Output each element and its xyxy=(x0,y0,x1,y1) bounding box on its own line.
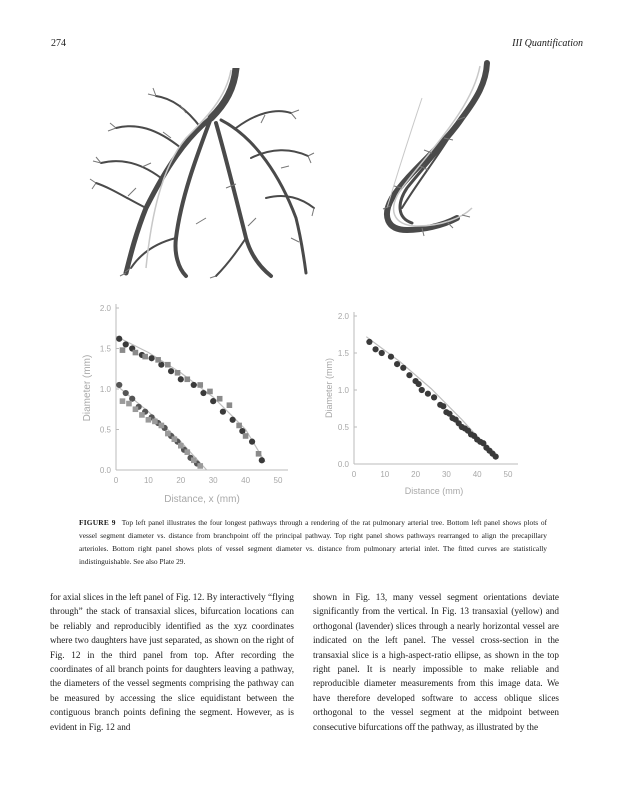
x-tick-label: 30 xyxy=(441,470,451,479)
data-point xyxy=(372,346,378,352)
y-axis-label: Diameter (mm) xyxy=(82,354,93,422)
figure-label: FIGURE 9 xyxy=(79,518,116,527)
figure-caption-text: Top left panel illustrates the four longest pathways through a rendering of the rat pulmonary arterial tree. Bottom left panel shows plots of vessel segment diameter vs. distance from branchpoint off the principal pathway. Top right panel shows pathways rearranged to align the precapillary arterioles. Bottom right panel shows plots of vessel segment diameter vs. distance from pulmonary arterial inlet. The fitted curves are statistically indistinguishable. See also Plate 29. xyxy=(79,518,547,566)
plot-area xyxy=(338,312,518,479)
data-point xyxy=(159,423,165,429)
data-point xyxy=(191,382,197,388)
y-tick-label: 1.5 xyxy=(337,349,349,358)
data-point xyxy=(220,409,226,415)
x-tick-label: 40 xyxy=(472,470,482,479)
data-point xyxy=(175,370,181,376)
data-point xyxy=(416,381,422,387)
data-point xyxy=(123,341,129,347)
data-point xyxy=(172,436,178,442)
data-point xyxy=(400,365,406,371)
data-point xyxy=(243,433,249,439)
data-point xyxy=(142,354,148,360)
data-point xyxy=(126,401,132,407)
data-point xyxy=(388,354,394,360)
data-point xyxy=(236,423,242,429)
y-tick-label: 2.0 xyxy=(99,304,111,313)
data-point xyxy=(406,372,412,378)
y-tick-label: 0.5 xyxy=(337,423,349,432)
data-point xyxy=(178,443,184,449)
arterial-tree-rendering xyxy=(86,68,316,280)
data-point xyxy=(394,361,400,367)
y-tick-label: 0.0 xyxy=(99,466,111,475)
y-tick-label: 0.0 xyxy=(337,460,349,469)
body-column-right: shown in Fig. 13, many vessel segment orientations deviate significantly from the vertical. In Fig. 13 transaxial (yellow) and orthogonal (lavender) slices through a nearly horizontal vessel are indicated on the left panel. The vessel cross-section in the transaxial slice is a high-aspect-ratio ellipse, as shown in the top right panel. It is nearly impossible to make reliable and reproducible diameter measurements from this image data. We have therefore developed software to access oblique slices orthogonal to the vessel segment at the midpoint between consecutive bifurcations off the pathway, as illustrated by the xyxy=(313,592,559,732)
chart-bottom-right xyxy=(322,308,522,500)
data-point xyxy=(149,355,155,361)
data-point xyxy=(256,451,262,457)
page-number: 274 xyxy=(51,38,66,49)
x-tick-label: 30 xyxy=(208,476,218,485)
x-tick-label: 40 xyxy=(241,476,251,485)
running-head: III Quantification xyxy=(512,38,583,49)
data-point xyxy=(197,382,203,388)
data-point xyxy=(165,431,171,437)
x-tick-label: 50 xyxy=(273,476,283,485)
data-point xyxy=(200,390,206,396)
y-tick-label: 0.5 xyxy=(99,425,111,435)
data-point xyxy=(178,376,184,382)
x-tick-label: 10 xyxy=(380,470,390,479)
data-point xyxy=(123,390,129,396)
data-point xyxy=(184,449,190,455)
data-point xyxy=(197,463,203,469)
data-point xyxy=(191,457,197,463)
data-point xyxy=(259,457,265,463)
figure-caption xyxy=(79,516,547,568)
x-tick-label: 0 xyxy=(351,470,357,479)
data-point xyxy=(120,347,126,353)
data-point xyxy=(210,398,216,404)
data-point xyxy=(230,417,236,423)
data-point xyxy=(165,362,171,368)
x-axis-label: Distance, x (mm) xyxy=(164,494,240,505)
data-point xyxy=(146,417,152,423)
data-point xyxy=(184,376,190,382)
data-point xyxy=(139,412,145,418)
x-axis-label: Distance (mm) xyxy=(404,486,464,496)
y-axis-label: Diameter (mm) xyxy=(324,358,334,418)
aligned-pathways-rendering xyxy=(362,58,517,243)
plot-area xyxy=(100,304,288,485)
data-point xyxy=(493,454,499,460)
data-point xyxy=(419,387,425,393)
data-point xyxy=(249,439,255,445)
x-tick-label: 0 xyxy=(113,476,119,485)
data-point xyxy=(120,398,126,404)
data-point xyxy=(207,389,213,395)
y-tick-label: 1.0 xyxy=(337,386,349,395)
x-tick-label: 20 xyxy=(176,476,186,485)
y-tick-label: 2.0 xyxy=(337,312,349,321)
data-point xyxy=(379,350,385,356)
x-tick-label: 50 xyxy=(503,470,513,479)
data-point xyxy=(133,350,139,356)
data-point xyxy=(152,419,158,425)
data-point xyxy=(168,368,174,374)
data-point xyxy=(133,406,139,412)
data-point xyxy=(431,394,437,400)
data-point xyxy=(217,396,223,402)
y-tick-label: 1.0 xyxy=(99,385,111,394)
data-point xyxy=(227,402,233,408)
chart-bottom-left xyxy=(78,300,290,512)
data-point xyxy=(155,357,161,363)
data-point xyxy=(440,403,446,409)
data-point xyxy=(116,382,122,388)
data-point xyxy=(425,391,431,397)
x-tick-label: 10 xyxy=(143,476,153,485)
y-tick-label: 1.5 xyxy=(99,344,111,354)
fit-curve xyxy=(116,336,265,462)
data-point xyxy=(116,336,122,342)
x-tick-label: 20 xyxy=(411,470,421,479)
data-point xyxy=(366,339,372,345)
body-column-left: for axial slices in the left panel of Fig. 12. By interactively “flying through” the stack of transaxial slices, bifurcation locations can be reliably and reproducibly identified as the xyz coordinates where two daughters have just separated, as shown on the right of Fig. 12 in the third panel from top. After recording the coordinates of all branch points for daughters leaving a pathway, the diameters of the vessel segments comprising the pathway can be measured by accessing the slice equidistant between the contiguous branch points defining the segment. However, as is evident in Fig. 12 and xyxy=(50,592,294,732)
